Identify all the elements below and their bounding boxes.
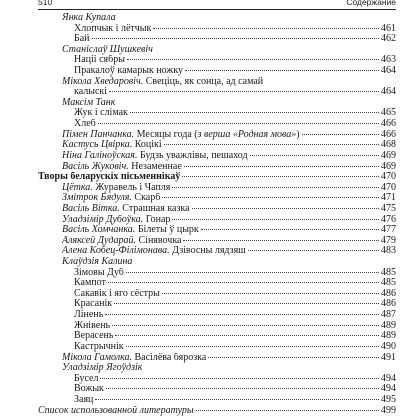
dot-leader xyxy=(108,282,379,283)
toc-entry-text xyxy=(74,24,151,35)
toc-title: Страшная казка xyxy=(119,203,190,214)
toc-title: Верасень xyxy=(74,331,114,342)
toc-entry[interactable] xyxy=(38,34,396,45)
dot-leader xyxy=(98,123,379,124)
toc-author-heading xyxy=(38,363,396,374)
dot-leader xyxy=(92,38,379,39)
toc-author: Максім Танк xyxy=(62,97,116,108)
toc-entry-text xyxy=(62,183,170,194)
toc-entry[interactable] xyxy=(38,299,396,310)
dot-leader xyxy=(196,410,379,411)
toc-entry-text xyxy=(38,406,194,417)
toc-entry[interactable] xyxy=(38,342,396,353)
toc-author: Васіль Жуковіч. xyxy=(62,161,129,172)
toc-entry[interactable] xyxy=(38,151,396,162)
toc-title: Скарб xyxy=(131,193,161,204)
dot-leader xyxy=(182,176,379,177)
toc-entry-text xyxy=(74,384,104,395)
dot-leader xyxy=(248,250,379,251)
toc-entry[interactable] xyxy=(38,204,396,215)
toc-entry-text xyxy=(62,98,115,109)
toc-entry[interactable] xyxy=(38,321,396,332)
toc-title: Кастрычнік xyxy=(74,341,124,352)
toc-entry-text xyxy=(62,204,190,215)
toc-page-number: 469 xyxy=(381,160,396,172)
toc-page-number: 499 xyxy=(381,404,396,416)
dot-leader xyxy=(185,70,379,71)
toc-title: Будзь уважлівы, пешаход xyxy=(137,150,248,161)
toc-section-heading: Творы беларускіх пісьменнікаў xyxy=(38,172,181,183)
toc-entry[interactable] xyxy=(38,236,396,247)
toc-title: Незаменнае xyxy=(128,161,182,172)
toc-page-number: 470 xyxy=(381,181,396,193)
toc-title: Сінявочка xyxy=(136,235,182,246)
toc-entry-text xyxy=(62,140,162,151)
dot-leader xyxy=(164,144,379,145)
toc-entry-text xyxy=(74,321,110,332)
toc-entry-text xyxy=(38,172,180,183)
toc-entry[interactable] xyxy=(38,215,396,226)
toc-entry[interactable] xyxy=(38,108,396,119)
table-of-contents xyxy=(38,13,396,416)
toc-entry[interactable] xyxy=(38,310,396,321)
toc-author: Змітрок Бядуля. xyxy=(62,193,132,204)
toc-entry-text xyxy=(74,299,112,310)
dot-leader xyxy=(109,91,379,92)
toc-author: Уладзімір Дубоўка. xyxy=(62,214,144,225)
dot-leader xyxy=(130,112,379,113)
toc-entry-text xyxy=(74,108,128,119)
toc-author: Аляксей Дударай. xyxy=(62,235,136,246)
toc-title: Кампот xyxy=(74,278,106,289)
toc-entry[interactable] xyxy=(38,384,396,395)
toc-entry[interactable] xyxy=(38,140,396,151)
toc-entry[interactable] xyxy=(38,24,396,35)
toc-page-number: 486 xyxy=(381,298,396,310)
toc-entry[interactable] xyxy=(38,119,396,130)
toc-page-number: 471 xyxy=(381,192,396,204)
toc-page-number: 485 xyxy=(381,266,396,278)
toc-entry-text xyxy=(62,130,300,141)
toc-title: Коцікі xyxy=(132,140,162,151)
toc-entry[interactable] xyxy=(38,331,396,342)
toc-entry-text xyxy=(74,289,160,300)
toc-entry[interactable] xyxy=(38,193,396,204)
toc-author: Алена Кобец-Філімонава. xyxy=(62,246,170,257)
dot-leader xyxy=(201,229,379,230)
toc-entry-text xyxy=(74,310,103,321)
toc-title: ) xyxy=(296,129,300,140)
toc-title: з верша «Родная мова» xyxy=(197,129,297,140)
toc-title: Гонар xyxy=(143,214,171,225)
toc-page-number: 464 xyxy=(381,65,396,77)
toc-entry-text xyxy=(74,331,113,342)
toc-page-number: 465 xyxy=(381,107,396,119)
toc-entry-text xyxy=(74,119,96,130)
toc-page-number: 483 xyxy=(381,245,396,257)
toc-entry-text xyxy=(62,353,206,364)
toc-entry[interactable] xyxy=(38,130,396,141)
dot-leader xyxy=(302,134,379,135)
toc-page-number: 470 xyxy=(381,171,396,183)
toc-author-heading xyxy=(38,257,396,268)
toc-entry-text xyxy=(62,246,246,257)
toc-author-heading xyxy=(38,13,396,24)
toc-entry-text xyxy=(62,162,182,173)
toc-title-continuation: калыскі xyxy=(74,87,108,98)
dot-leader xyxy=(184,166,379,167)
dot-leader xyxy=(183,240,379,241)
toc-entry[interactable] xyxy=(38,55,396,66)
toc-page-number: 491 xyxy=(381,351,396,363)
toc-entry-text xyxy=(62,45,153,56)
dot-leader xyxy=(115,335,379,336)
toc-page-number: 489 xyxy=(381,330,396,342)
toc-page-number: 485 xyxy=(381,277,396,289)
toc-entry-text xyxy=(74,395,93,406)
dot-leader xyxy=(126,346,379,347)
toc-entry-text xyxy=(62,13,116,24)
page-number: 510 xyxy=(38,0,53,7)
toc-title: Журавель і Чапля xyxy=(92,182,171,193)
toc-author: Станіслаў Шушкевіч xyxy=(62,44,153,55)
toc-page-number: 479 xyxy=(381,234,396,246)
toc-page-number: 477 xyxy=(381,224,396,236)
toc-title: Зімовы Дуб xyxy=(74,267,124,278)
toc-title: Вожык xyxy=(74,384,104,395)
toc-title: Бусел xyxy=(74,373,99,384)
dot-leader xyxy=(100,378,379,379)
toc-page-number: 462 xyxy=(381,33,396,45)
toc-author: Уладзімір Ягоўдзік xyxy=(62,363,143,374)
toc-author: Клаўдзія Калина xyxy=(62,257,133,268)
dot-leader xyxy=(106,388,379,389)
toc-title: Хлопчык і лётчык xyxy=(74,23,152,34)
toc-entry-text xyxy=(74,278,106,289)
toc-entry-text xyxy=(62,215,170,226)
toc-entry-text xyxy=(62,225,199,236)
toc-title: Жнівень xyxy=(74,320,111,331)
toc-author: Список использованной литературы xyxy=(38,405,194,416)
toc-entry[interactable] xyxy=(38,289,396,300)
toc-entry[interactable] xyxy=(38,395,396,406)
running-header xyxy=(38,0,396,10)
toc-entry-text xyxy=(74,268,124,279)
toc-title: Васілёва бярозка xyxy=(132,352,207,363)
toc-title: Бай xyxy=(74,34,90,45)
dot-leader xyxy=(172,187,379,188)
toc-title: Пракалоў камарык ножку xyxy=(74,66,184,77)
toc-title: Дзівосны лядзяш xyxy=(169,246,246,257)
toc-entry[interactable] xyxy=(38,162,396,173)
toc-title: Білеты ў цырк xyxy=(135,225,199,236)
toc-page-number: 476 xyxy=(381,213,396,225)
dot-leader xyxy=(112,325,379,326)
toc-entry-text xyxy=(74,342,124,353)
toc-title: Хлеб xyxy=(74,119,96,130)
toc-author: Васіль Вітка. xyxy=(62,203,120,214)
dot-leader xyxy=(105,314,379,315)
toc-title: Свеціць, як сонца, ад самай xyxy=(143,75,264,87)
toc-author-heading xyxy=(38,45,396,56)
dot-leader xyxy=(192,208,379,209)
toc-entry[interactable] xyxy=(38,278,396,289)
toc-page-number: 487 xyxy=(381,309,396,321)
toc-author: Мікола Гамолка. xyxy=(62,352,132,363)
dot-leader xyxy=(127,59,379,60)
toc-entry-text xyxy=(62,193,160,204)
toc-page-number: 463 xyxy=(381,54,396,66)
toc-title: Лінень xyxy=(74,310,104,321)
toc-author-heading xyxy=(38,98,396,109)
dot-leader xyxy=(162,197,379,198)
dot-leader xyxy=(250,155,379,156)
toc-author: Пімен Панчанка. xyxy=(62,129,135,140)
toc-entry[interactable] xyxy=(38,246,396,257)
dot-leader xyxy=(95,399,379,400)
toc-page-number: 475 xyxy=(381,202,396,214)
toc-entry[interactable] xyxy=(38,87,396,98)
toc-title: Заяц xyxy=(74,394,94,405)
toc-page-number: 494 xyxy=(381,383,396,395)
toc-page-number: 494 xyxy=(381,372,396,384)
toc-title: Месяцы года ( xyxy=(134,129,198,140)
toc-entry-text xyxy=(74,374,98,385)
toc-page-number: 461 xyxy=(381,22,396,34)
section-title: Содержание xyxy=(346,0,396,7)
toc-entry-line xyxy=(38,77,396,88)
toc-entry[interactable] xyxy=(38,225,396,236)
dot-leader xyxy=(114,303,379,304)
toc-page-number: 489 xyxy=(381,319,396,331)
toc-title: Жук і слімак xyxy=(74,108,128,119)
toc-author: Цётка. xyxy=(62,182,93,193)
toc-author: Ніна Галіноўская. xyxy=(62,150,138,161)
dot-leader xyxy=(172,219,379,220)
toc-title: Націі сябры xyxy=(74,55,125,66)
toc-entry-text xyxy=(74,55,125,66)
toc-author: Янка Купала xyxy=(62,13,116,23)
toc-entry[interactable] xyxy=(38,172,396,183)
toc-entry-text xyxy=(62,236,181,247)
toc-entry[interactable] xyxy=(38,406,396,417)
toc-title: Красанік xyxy=(74,299,113,310)
toc-entry-text xyxy=(62,151,248,162)
dot-leader xyxy=(162,293,379,294)
toc-entry-text xyxy=(62,363,142,374)
toc-page-number: 466 xyxy=(381,118,396,130)
toc-page-number: 495 xyxy=(381,393,396,405)
toc-author: Мікола Хведаровіч. xyxy=(62,75,144,87)
dot-leader xyxy=(126,272,379,273)
toc-entry[interactable] xyxy=(38,353,396,364)
dot-leader xyxy=(153,28,379,29)
toc-page-number: 468 xyxy=(381,139,396,151)
toc-author: Васіль Хомчанка. xyxy=(62,225,136,236)
toc-entry[interactable] xyxy=(38,183,396,194)
toc-page-number: 486 xyxy=(381,287,396,299)
toc-entry-text xyxy=(62,257,132,268)
toc-page-number: 490 xyxy=(381,340,396,352)
dot-leader xyxy=(208,357,379,358)
toc-page-number: 466 xyxy=(381,128,396,140)
toc-author: Кастусь Цвірка. xyxy=(62,140,133,151)
toc-entry[interactable] xyxy=(38,268,396,279)
toc-entry-text xyxy=(74,34,90,45)
toc-page-number: 464 xyxy=(381,86,396,98)
toc-title: Сакавік і яго сёстры xyxy=(74,288,160,299)
toc-page-number: 469 xyxy=(381,149,396,161)
toc-entry[interactable] xyxy=(38,374,396,385)
